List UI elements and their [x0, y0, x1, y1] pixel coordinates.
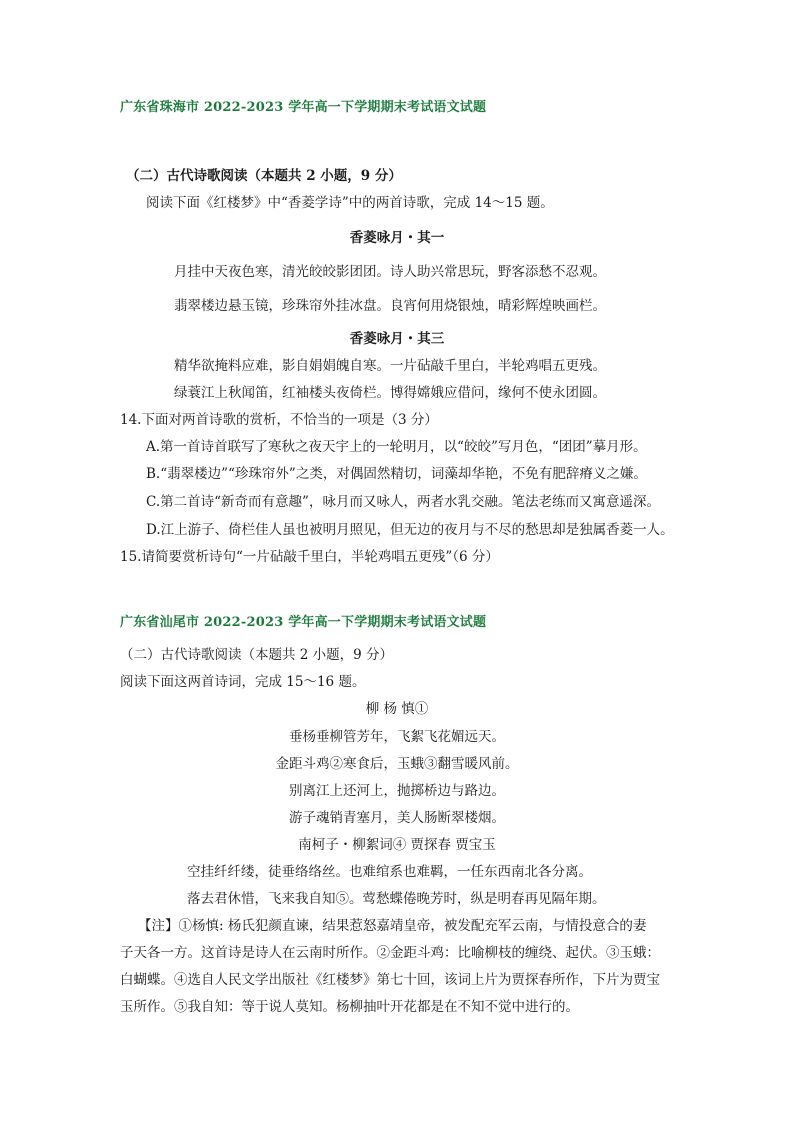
- poem-line: 绿蓑江上秋闻笛，红袖楼头夜倚栏。博得嫦娥应借问，缘何不使永团圆。: [174, 385, 606, 401]
- poem-title: 柳 杨 慎①: [365, 701, 429, 717]
- source-title-zhuhai: 广东省珠海市 2022-2023 学年高一下学期期末考试语文试题: [120, 100, 487, 115]
- poem-title: 香菱咏月・其一: [349, 230, 445, 246]
- poem-line: 金距斗鸡②寒食后，玉蛾③翻雪暖风前。: [275, 756, 519, 772]
- note-line: 子天各一方。这首诗是诗人在云南时所作。②金距斗鸡：比喻柳枝的缠绕、起伏。③玉蛾：: [120, 945, 660, 961]
- question-14-option-b: B.“翡翠楼边”“珍珠帘外”之类，对偶固然精切，词藻却华艳，不免有肥辞瘠义之嫌。: [146, 466, 647, 482]
- question-14-option-c: C.第二首诗“新奇而有意趣”，咏月而又咏人，两者水乳交融。笔法老练而又寓意遥深。: [146, 494, 660, 510]
- poem-line: 别离江上还河上，抛掷桥边与路边。: [289, 783, 505, 799]
- poem-line: 空挂纤纤缕，徒垂络络丝。也难绾系也难羁，一任东西南北各分离。: [187, 864, 592, 880]
- instruction-text: 阅读下面这两首诗词，完成 15～16 题。: [120, 674, 366, 690]
- question-15: 15.请简要赏析诗句“一片砧敲千里白，半轮鸡唱五更残”（6 分）: [120, 549, 499, 565]
- question-14-option-a: A.第一首诗首联写了寒秋之夜天宇上的一轮明月，以“皎皎”写月色，“团团”摹月形。: [146, 439, 647, 455]
- section-heading: （二）古代诗歌阅读（本题共 2 小题，9 分）: [126, 168, 402, 184]
- poem-title: 香菱咏月・其三: [349, 331, 445, 347]
- poem-line: 垂杨垂柳管芳年，飞絮飞花媚远天。: [289, 729, 505, 745]
- section-heading: （二）古代诗歌阅读（本题共 2 小题，9 分）: [120, 647, 394, 663]
- note-line: 玉所作。⑤我自知：等于说人莫知。杨柳抽叶开花都是在不知不觉中进行的。: [120, 999, 579, 1015]
- note-line: 【注】①杨慎: 杨氏犯颜直谏，结果惹怒嘉靖皇帝，被发配充军云南，与情投意合的妻: [138, 918, 647, 934]
- poem-line: 精华欲掩料应难，影自娟娟魄自寒。一片砧敲千里白，半轮鸡唱五更残。: [174, 358, 606, 374]
- poem-line: 月挂中天夜色寒，清光皎皎影团团。诗人助兴常思玩，野客添愁不忍观。: [174, 264, 606, 280]
- poem-line: 翡翠楼边悬玉镜，珍珠帘外挂冰盘。良宵何用烧银烛，晴彩辉煌映画栏。: [174, 298, 606, 314]
- source-title-shanwei: 广东省汕尾市 2022-2023 学年高一下学期期末考试语文试题: [120, 615, 487, 630]
- poem-line: 落去君休惜，飞来我自知⑤。莺愁蝶倦晚芳时，纵是明春再见隔年期。: [187, 891, 606, 907]
- poem-line: 游子魂销青塞月，美人肠断翠楼烟。: [289, 810, 505, 826]
- poem-title: 南柯子・柳絮词④ 贾探春 贾宝玉: [298, 837, 496, 853]
- question-14-stem: 14.下面对两首诗歌的赏析，不恰当的一项是（3 分）: [120, 412, 438, 428]
- instruction-text: 阅读下面《红楼梦》中“香菱学诗”中的两首诗歌，完成 14～15 题。: [146, 195, 554, 211]
- note-line: 白蝴蝶。④选自人民文学出版社《红楼梦》第七十回，该词上片为贾探春所作，下片为贾宝: [120, 972, 660, 988]
- question-14-option-d: D.江上游子、倚栏佳人虽也被明月照见，但无边的夜月与不尽的愁思却是独属香菱一人。: [146, 522, 674, 538]
